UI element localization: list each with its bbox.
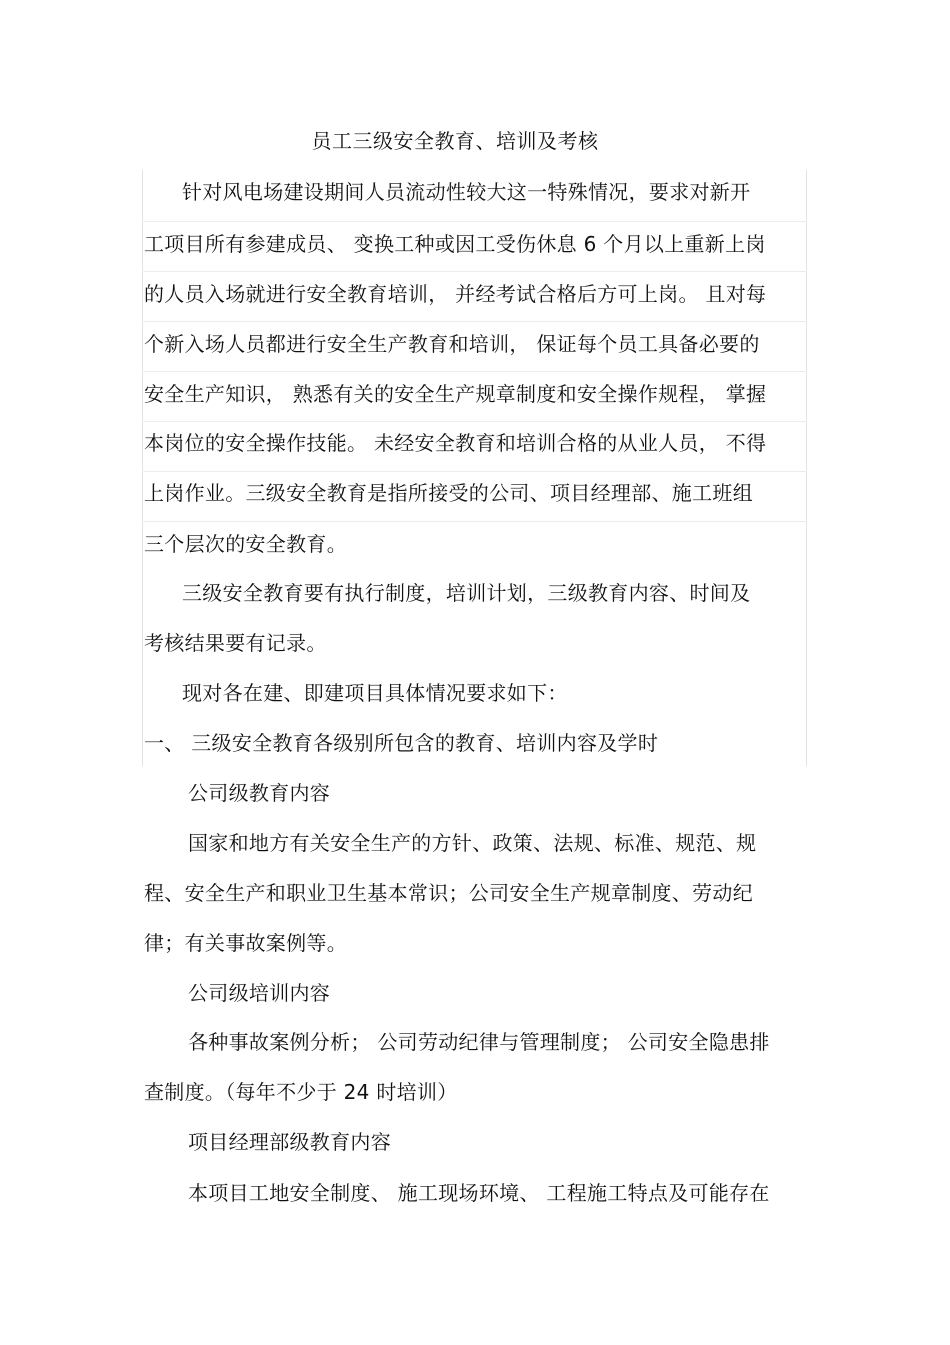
body-line: 针对风电场建设期间人员流动性较大这一特殊情况，要求对新开 xyxy=(182,180,751,204)
scan-border-row xyxy=(142,271,807,272)
body-line: 本岗位的安全操作技能。 未经安全教育和培训合格的从业人员， 不得 xyxy=(144,431,767,455)
body-line: 安全生产知识， 熟悉有关的安全生产规章制度和安全操作规程， 掌握 xyxy=(144,382,767,406)
scan-border-left xyxy=(142,170,143,766)
subsection-heading: 公司级培训内容 xyxy=(188,981,331,1005)
scan-border-right xyxy=(806,170,807,766)
body-line: 上岗作业。三级安全教育是指所接受的公司、项目经理部、施工班组 xyxy=(144,481,753,505)
scan-border-row xyxy=(142,421,807,422)
body-line: 的人员入场就进行安全教育培训， 并经考试合格后方可上岗。 且对每 xyxy=(144,282,767,306)
scan-border-row xyxy=(142,221,807,222)
body-line: 本项目工地安全制度、 施工现场环境、 工程施工特点及可能存在 xyxy=(188,1181,770,1205)
section-heading: 一、 三级安全教育各级别所包含的教育、培训内容及学时 xyxy=(144,731,659,755)
subsection-heading: 项目经理部级教育内容 xyxy=(188,1130,391,1154)
document-title: 员工三级安全教育、培训及考核 xyxy=(311,129,599,153)
scan-border-row xyxy=(142,521,807,522)
scan-border-row xyxy=(142,321,807,322)
scan-border-row xyxy=(142,471,807,472)
body-line: 个新入场人员都进行安全生产教育和培训， 保证每个员工具备必要的 xyxy=(144,332,760,356)
body-line: 查制度。（每年不少于 24 时培训） xyxy=(144,1080,458,1104)
body-line: 考核结果要有记录。 xyxy=(144,631,327,655)
body-line: 各种事故案例分析； 公司劳动纪律与管理制度； 公司安全隐患排 xyxy=(188,1030,770,1054)
body-line: 现对各在建、即建项目具体情况要求如下： xyxy=(182,681,568,705)
scan-border-row xyxy=(142,371,807,372)
body-line: 律；有关事故案例等。 xyxy=(144,931,347,955)
body-line: 国家和地方有关安全生产的方针、政策、法规、标准、规范、规 xyxy=(188,831,757,855)
body-line: 工项目所有参建成员、 变换工种或因工受伤休息 6 个月以上重新上岗 xyxy=(144,232,766,256)
body-line: 程、安全生产和职业卫生基本常识；公司安全生产规章制度、劳动纪 xyxy=(144,881,753,905)
subsection-heading: 公司级教育内容 xyxy=(188,781,331,805)
body-line: 三个层次的安全教育。 xyxy=(144,532,347,556)
body-line: 三级安全教育要有执行制度，培训计划，三级教育内容、时间及 xyxy=(182,581,751,605)
